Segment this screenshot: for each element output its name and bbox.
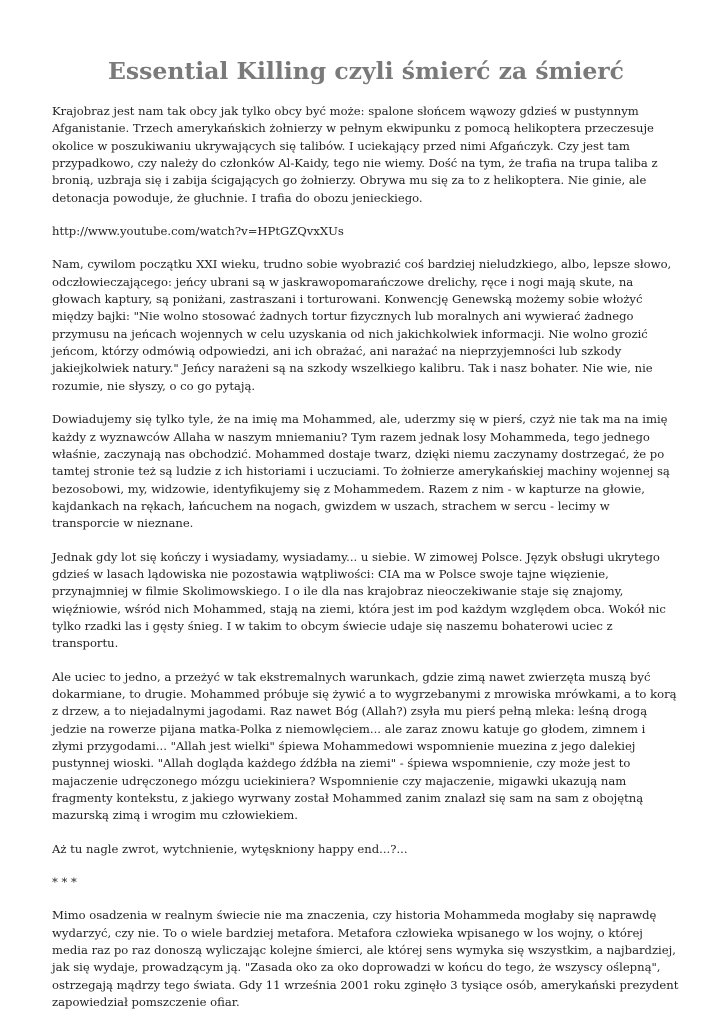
paragraph-survival: Ale uciec to jedno, a przeżyć w tak ekstremalnych warunkach, gdzie zimą nawet zwierzęta muszą być dokarmiane, to drugie. Mohammed próbuje się żywić a to wygrzebanymi z mrowiska mrówkami, a to korą z drzew, a to niejadalnymi jagodami. Raz nawet Bóg (Allah?) zsyła mu pierś pełną mleka: leśną drogą jedzie na rowerze pijana matka-Polka z niemowlęciem... ale zaraz znowu katuje go głodem, zimnem i złymi przygodami... "Allah jest wielki" śpiewa Mohammedowi wspomnienie muezina z jego dalekiej pustynnej wioski. "Allah dogląda każdego źdźbła na ziemi" - śpiewa wspomnienie, czy może jest to majaczenie udręczonego mózgu uciekiniera? Wspomnienie czy majaczenie, migawki ukazują nam fragmenty kontekstu, z jakiego wyrwany został Mohammed zanim znalazł się sam na sam z obojętną mazurską zimą i wrogim mu człowiekiem. bbox=[52, 669, 677, 823]
section-separator: * * * bbox=[52, 875, 77, 890]
document-title: Essential Killing czyli śmierć za śmierć bbox=[108, 57, 624, 85]
paragraph-twist: Aż tu nagle zwrot, wytchnienie, wytęskniony happy end...?... bbox=[52, 841, 408, 856]
paragraph-metaphor: Mimo osadzenia w realnym świecie nie ma znaczenia, czy historia Mohammeda mogłaby się naprawdę wydarzyć, czy nie. To o wiele bardziej metafora. Metafora człowieka wpisanego w los wojny, o której media raz po raz donoszą wyliczając kolejne śmierci, ale której sens wymyka się wszystkim, a najbardziej, jak się wydaje, prowadzącym ją. "Zasada oko za oko doprowadzi w końcu do tego, że wszyscy oślepną", ostrzegają mądrzy tego świata. Gdy 11 września 2001 roku zginęło 3 tysiące osób, amerykański prezydent zapowiedział pomszczenie ofiar. bbox=[52, 908, 679, 1010]
paragraph-poland: Jednak gdy lot się kończy i wysiadamy, wysiadamy... u siebie. W zimowej Polsce. Język obsługi ukrytego gdzieś w lasach lądowiska nie pozostawia wątpliwości: CIA ma w Polsce swoje tajne więzienie, przynajmniej w filmie Skolimowskiego. I o ile dla nas krajobraz nieoczekiwanie staje się znajomy, więźniowie, wśród nich Mohammed, stają na ziemi, która jest im pod każdym względem obca. Wokół nic tylko rzadki las i gęsty śnieg. I w takim to obcym świecie udaje się naszemu bohaterowi uciec z transportu. bbox=[52, 549, 666, 651]
paragraph-intro: Krajobraz jest nam tak obcy jak tylko obcy być może: spalone słońcem wąwozy gdzieś w pustynnym Afganistanie. Trzech amerykańskich żołnierzy w pełnym ekwipunku z pomocą helikoptera przeczesuje okolice w poszukiwaniu ukrywających się talibów. I uciekający przed nimi Afgańczyk. Czy jest tam przypadkowo, czy należy do członków Al-Kaidy, tego nie wiemy. Dość na tym, że trafia na trupa taliba z bronią, uzbraja się i zabija ścigających go żołnierzy. Obrywa mu się za to z helikoptera. Nie ginie, ale detonacja powoduje, że głuchnie. I trafia do obozu jenieckiego. bbox=[52, 104, 658, 205]
document-page bbox=[52, 50, 680, 1027]
paragraph-prisoners: Nam, cywilom początku XXI wieku, trudno sobie wyobrazić coś bardziej nieludzkiego, albo, lepsze słowo, odczłowieczającego: jeńcy ubrani są w jaskrawopomarańczowe drelichy, ręce i nogi mają skute, na głowach kaptury, są poniżani, zastraszani i torturowani. Konwencję Genewską możemy sobie włożyć między bajki: "Nie wolno stosować żadnych tortur fizycznych lub moralnych ani wywierać żadnego przymusu na jeńcach wojennych w celu uzyskania od nich jakichkolwiek informacji. Nie wolno grozić jeńcom, którzy odmówią odpowiedzi, ani ich obrażać, ani narażać na nieprzyjemności lub szkody jakiejkolwiek natury." Jeńcy narażeni są na szkody wszelkiego kalibru. Tak i nasz bohater. Nie wie, nie rozumie, nie słyszy, o co go pytają. bbox=[52, 257, 672, 393]
paragraph-mohammed: Dowiadujemy się tylko tyle, że na imię ma Mohammed, ale, uderzmy się w pierś, czyż nie tak ma na imię każdy z wyznawców Allaha w naszym mniemaniu? Tym razem jednak losy Mohammeda, tego jednego właśnie, zaczynają nas obchodzić. Mohammed dostaje twarz, dzięki niemu zaczynamy dostrzegać, że po tamtej stronie też są ludzie z ich historiami i uczuciami. To żołnierze amerykańskiej machiny wojennej są bezosobowi, my, widzowie, identyfikujemy się z Mohammedem. Razem z nim - w kapturze na głowie, kajdankach na rękach, łańcuchem na nogach, gwizdem w uszach, strachem w sercu - lecimy w transporcie w nieznane. bbox=[52, 412, 670, 531]
video-link[interactable]: http://www.youtube.com/watch?v=HPtGZQvxXUs bbox=[52, 224, 344, 239]
